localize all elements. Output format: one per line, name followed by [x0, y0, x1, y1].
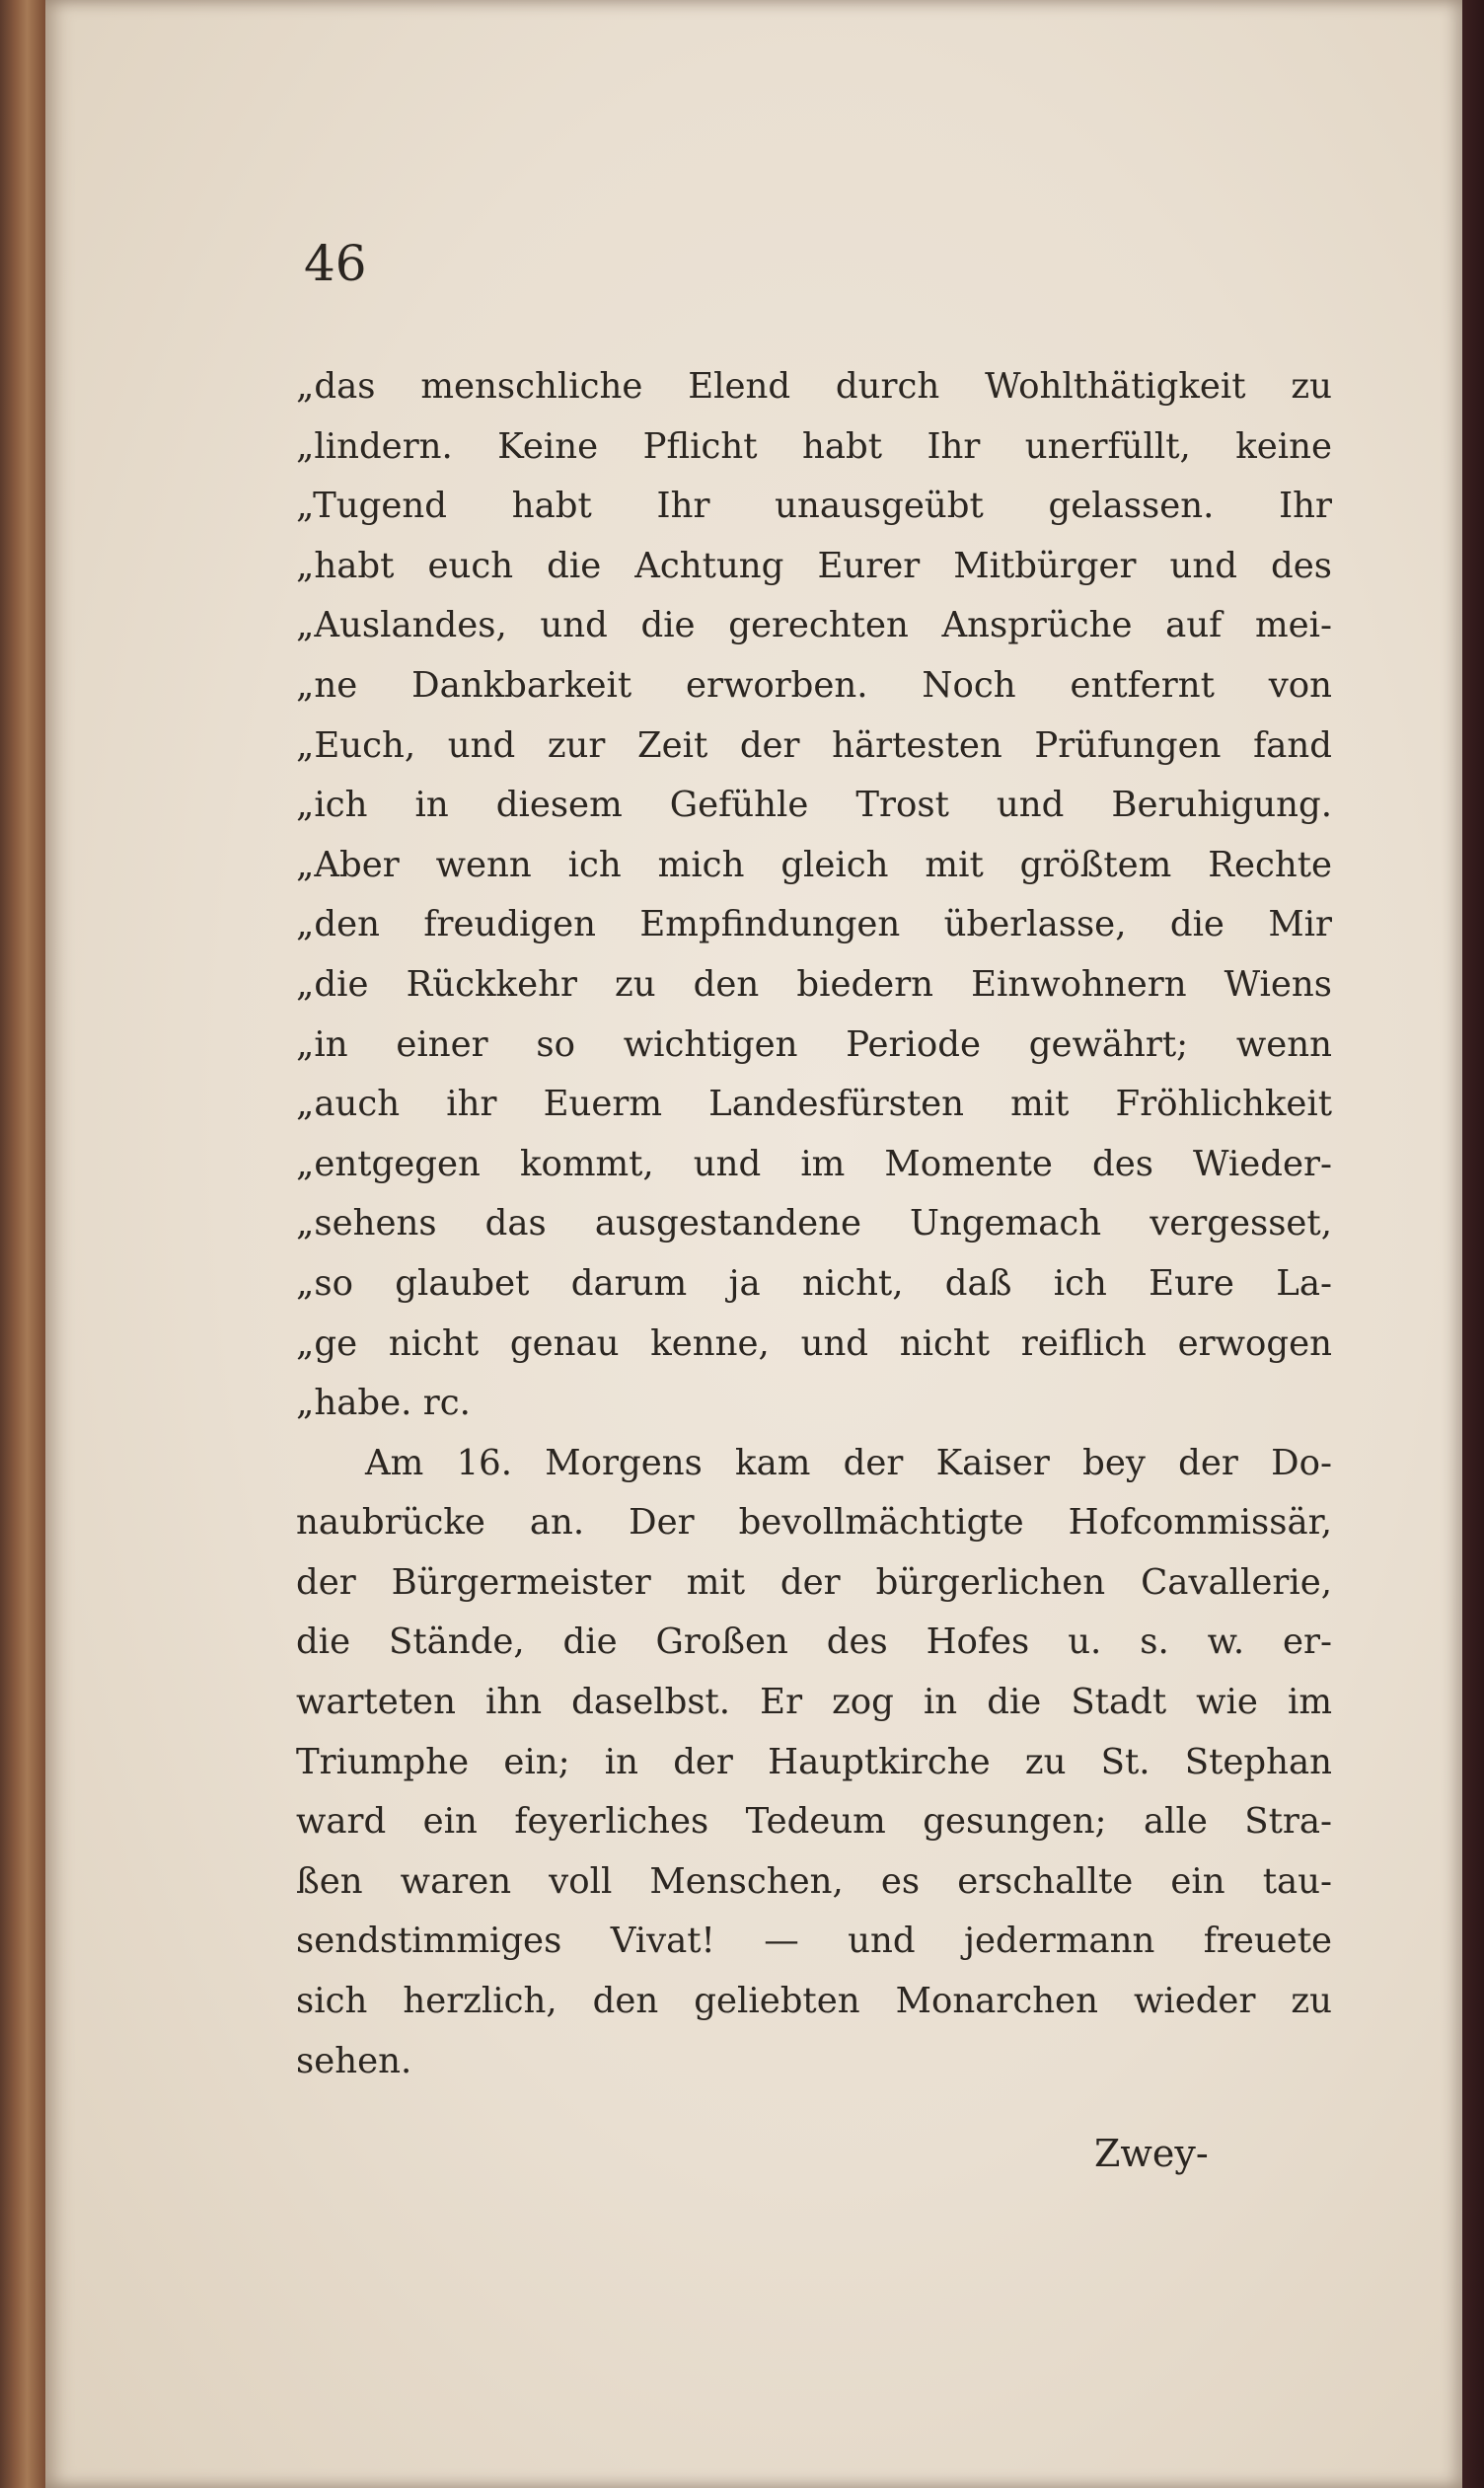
paragraph-line: ward ein feyerliches Tedeum gesungen; alle Stra- [296, 1801, 1332, 1843]
paragraph-line: der Bürgermeister mit der bürgerlichen Cavallerie, [296, 1561, 1332, 1603]
paragraph [296, 1434, 1332, 2092]
paragraph-line: Triumphe ein; in der Hauptkirche zu St. Stephan [296, 1741, 1332, 1782]
quote-line: „so glaubet darum ja nicht, daß ich Eure La- [296, 1262, 1332, 1304]
quote-line: „Euch, und zur Zeit der härtesten Prüfungen fand [296, 724, 1332, 766]
quote-line: „ich in diesem Gefühle Trost und Beruhigung. [296, 785, 1332, 826]
book-binding-left [0, 0, 45, 2488]
quotation [296, 357, 1332, 1434]
paragraph-line: die Stände, die Großen des Hofes u. s. w. er- [296, 1621, 1332, 1663]
paragraph-line: warteten ihn daselbst. Er zog in die Stadt wie im [296, 1682, 1332, 1723]
quote-line: „auch ihr Euerm Landesfürsten mit Fröhlichkeit [296, 1084, 1332, 1125]
quote-line: „in einer so wichtigen Periode gewährt; wenn [296, 1023, 1332, 1065]
quote-line: „den freudigen Empfindungen überlasse, die Mir [296, 904, 1332, 945]
paragraph-line: sich herzlich, den geliebten Monarchen wieder zu [296, 1981, 1332, 2022]
book-page [45, 0, 1462, 2488]
quote-line: „die Rückkehr zu den biedern Einwohnern Wiens [296, 963, 1332, 1005]
quote-line: „habt euch die Achtung Eurer Mitbürger und des [296, 545, 1332, 586]
paragraph-line: ßen waren voll Menschen, es erschallte ein tau- [296, 1860, 1332, 1902]
quote-line: „habe. rc. [296, 1383, 471, 1424]
book-binding-right [1462, 0, 1484, 2488]
quote-line: „Aber wenn ich mich gleich mit größtem Rechte [296, 844, 1332, 885]
page-number: 46 [304, 235, 367, 292]
paragraph-line: Am 16. Morgens kam der Kaiser bey der Do- [365, 1442, 1332, 1483]
catchword: Zwey- [1094, 2132, 1209, 2175]
paragraph-line: sehen. [296, 2040, 412, 2081]
quote-line: „Tugend habt Ihr unausgeübt gelassen. Ihr [296, 486, 1332, 527]
quote-line: „Auslandes, und die gerechten Ansprüche auf mei- [296, 605, 1332, 646]
paragraph-line: sendstimmiges Vivat! — und jedermann freuete [296, 1921, 1332, 1962]
quote-line: „ne Dankbarkeit erworben. Noch entfernt von [296, 664, 1332, 706]
quote-line: „ge nicht genau kenne, und nicht reiflich erwogen [296, 1322, 1332, 1364]
quote-line: „das menschliche Elend durch Wohlthätigkeit zu [296, 366, 1332, 407]
paragraph-line: naubrücke an. Der bevollmächtigte Hofcommissär, [296, 1502, 1332, 1544]
quote-line: „lindern. Keine Pflicht habt Ihr unerfüllt, keine [296, 425, 1332, 467]
quote-line: „entgegen kommt, und im Momente des Wieder- [296, 1143, 1332, 1184]
quote-line: „sehens das ausgestandene Ungemach vergesset, [296, 1203, 1332, 1244]
page-text [296, 357, 1332, 2091]
